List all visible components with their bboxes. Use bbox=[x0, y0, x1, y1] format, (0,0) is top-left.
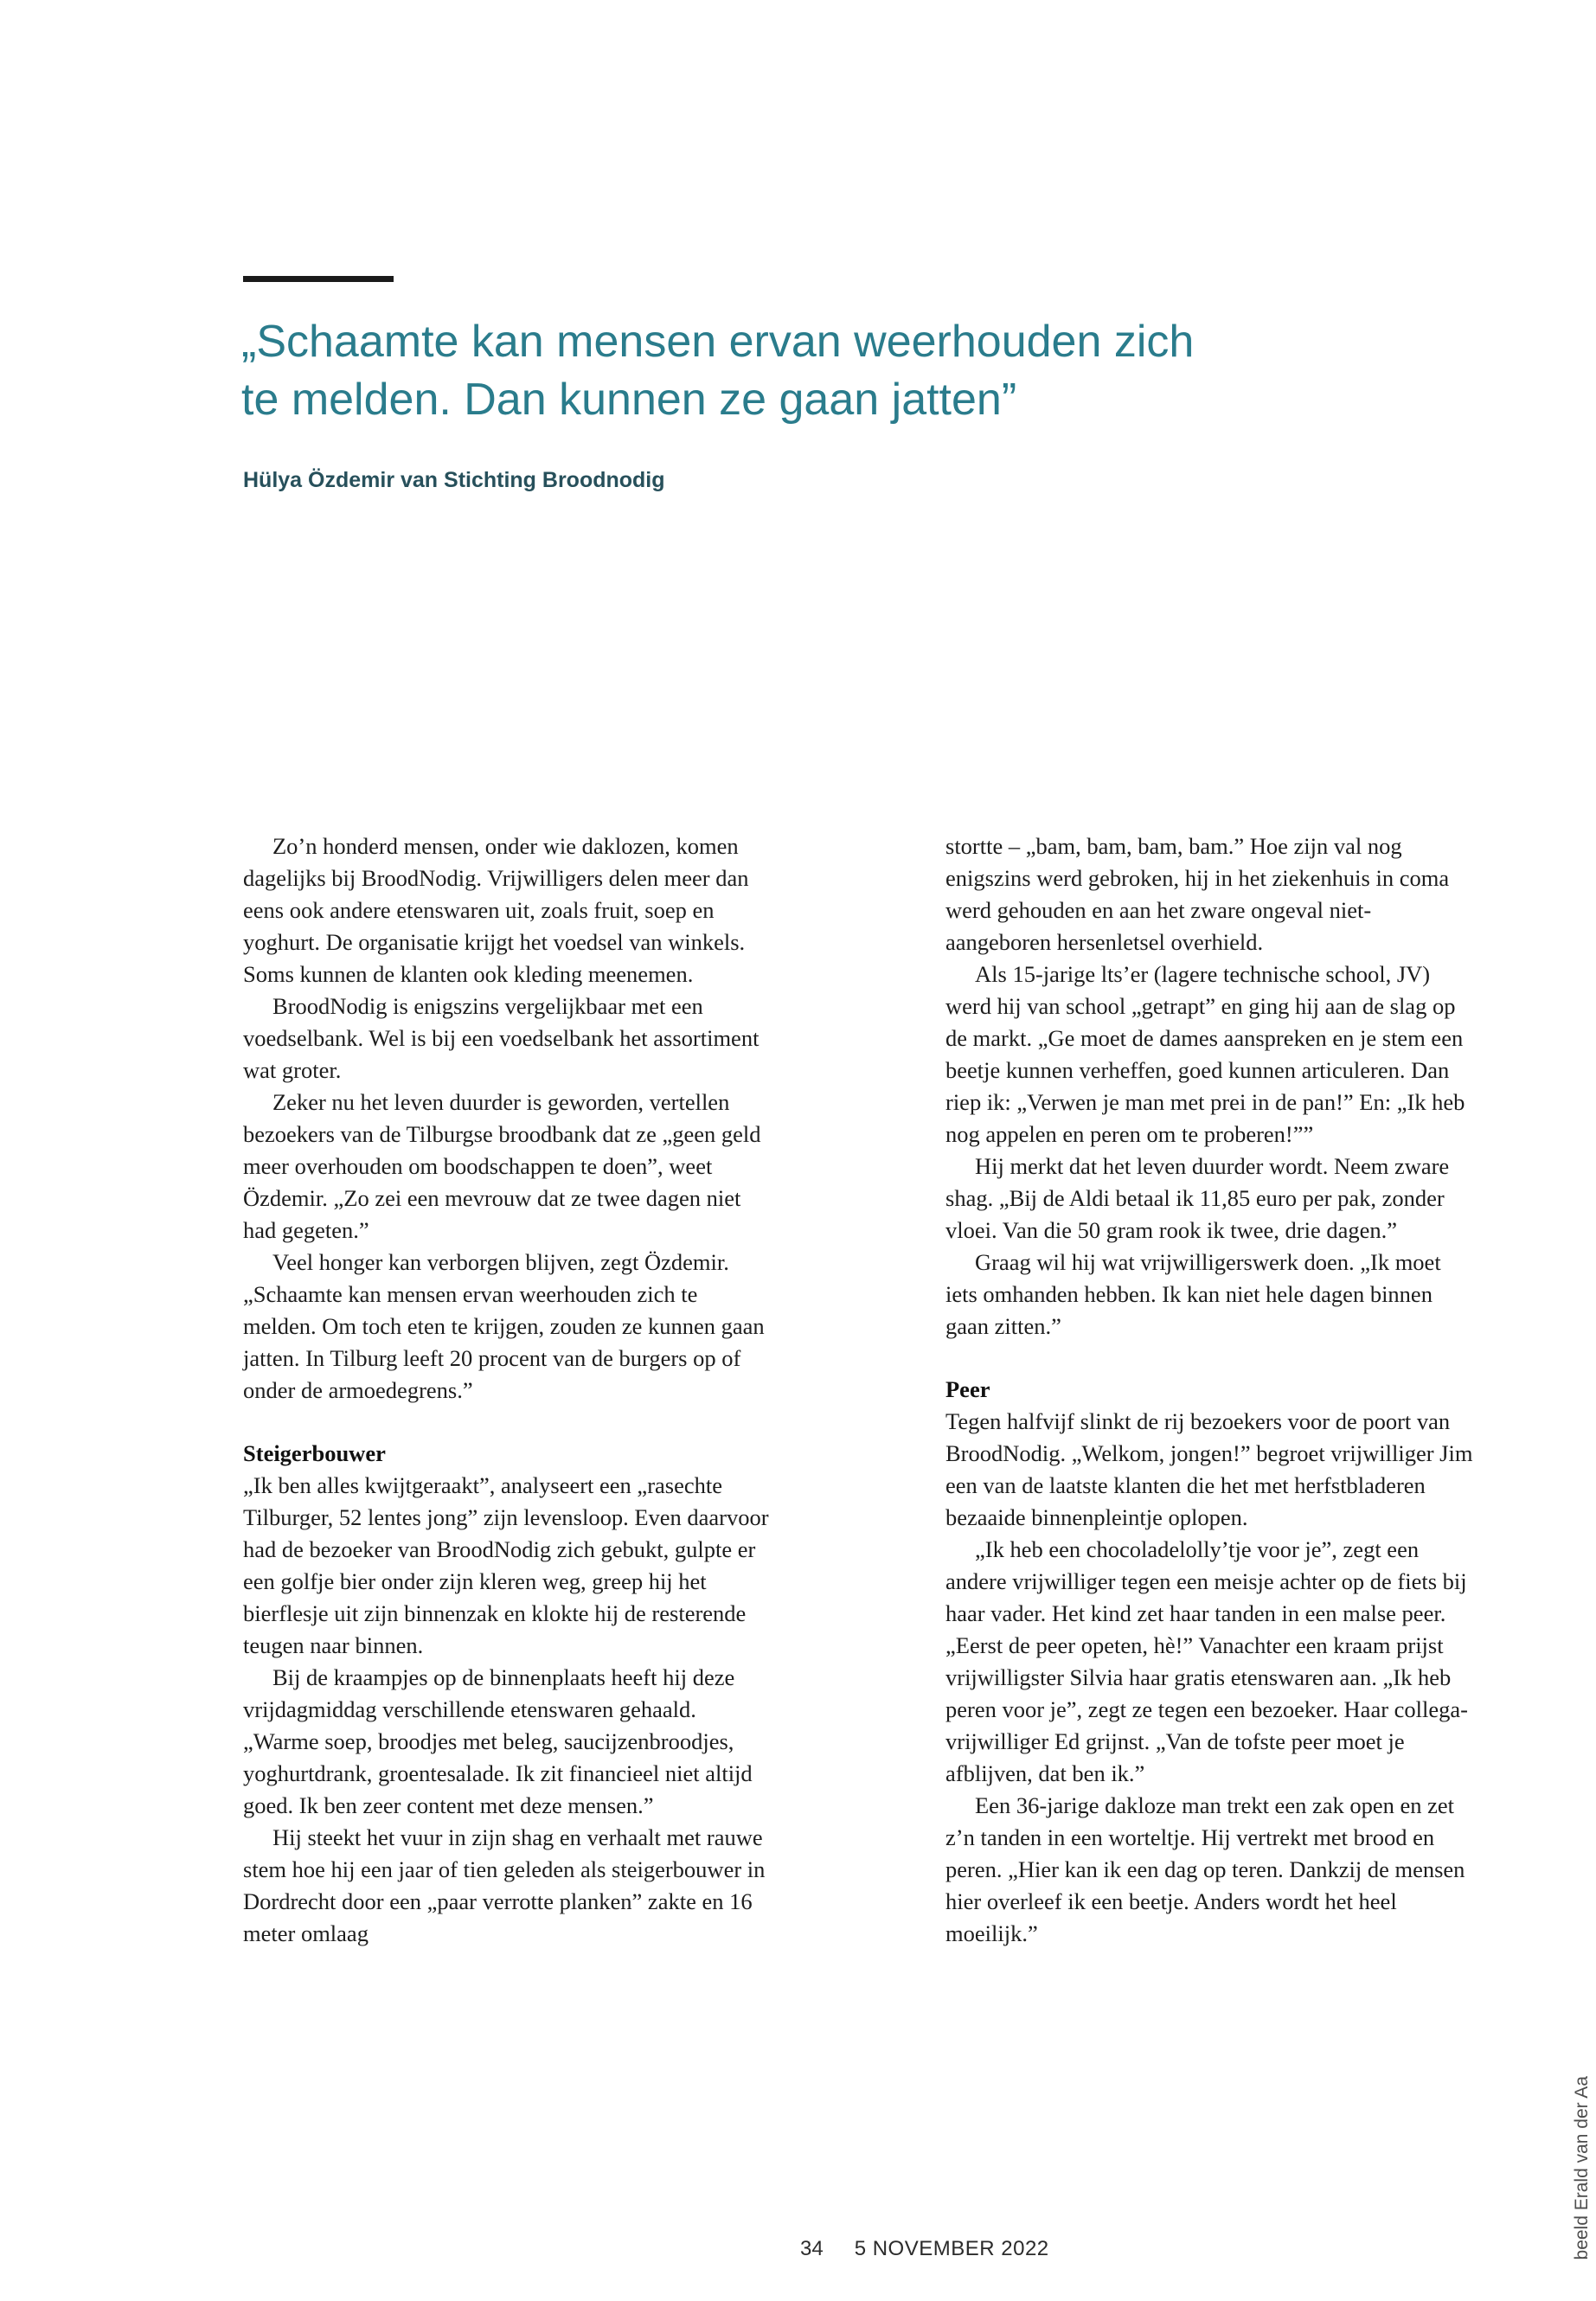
paragraph: Bij de kraampjes op de binnenplaats heeft hij deze vrijdagmiddag verschillende etenswaren gehaald. „Warme soep, broodjes met beleg, saucijzenbroodjes, yoghurtdrank, groentesalade. Ik zit financieel niet altijd goed. Ik ben zeer content met deze mensen.” bbox=[243, 1664, 753, 1818]
paragraph: Hij steekt het vuur in zijn shag en verhaalt met rauwe stem hoe hij een jaar of tien geleden als steigerbouwer in Dordrecht door een „paar verrotte planken” zakte en 16 meter omlaag bbox=[243, 1824, 766, 1946]
headline-line-1: „Schaamte kan mensen ervan weerhouden zich bbox=[241, 317, 1195, 367]
article-body bbox=[243, 830, 1477, 1950]
page-footer bbox=[800, 2237, 1049, 2261]
column-right bbox=[945, 830, 1477, 1950]
paragraph: Als 15-jarige lts’er (lagere technische school, JV) werd hij van school „getrapt” en ging hij aan de slag op de markt. „Ge moet de dames aanspreken en je stem een beetje kunnen verheffen, goed kunnen articuleren. Dan riep ik: „Verwen je man met prei in de pan!” En: „Ik heb nog appelen en peren om te proberen!”” bbox=[945, 961, 1465, 1147]
paragraph: Veel honger kan verborgen blijven, zegt Özdemir. „Schaamte kan mensen ervan weerhouden zich te melden. Om toch eten te krijgen, zouden ze kunnen gaan jatten. In Tilburg leeft 20 procent van de burgers op of onder de armoedegrens.” bbox=[243, 1249, 765, 1403]
paragraph: Zo’n honderd mensen, onder wie daklozen, komen dagelijks bij BroodNodig. Vrijwilligers delen meer dan eens ook andere etenswaren uit, zoals fruit, soep en yoghurt. De organisatie krijgt het voedsel van winkels. Soms kunnen de klanten ook kleding meenemen. bbox=[243, 833, 749, 987]
subheading-peer: Peer bbox=[945, 1376, 990, 1402]
headline-line-2: te melden. Dan kunnen ze gaan jatten” bbox=[241, 375, 1017, 425]
attribution-byline: Hülya Özdemir van Stichting Broodnodig bbox=[243, 468, 665, 492]
photo-credit: beeld Erald van der Aa bbox=[1572, 2075, 1592, 2259]
section-rule bbox=[243, 276, 394, 282]
paragraph: „Ik ben alles kwijtgeraakt”, analyseert een „rasechte Tilburger, 52 lentes jong” zijn levensloop. Even daarvoor had de bezoeker van BroodNodig zich gebukt, gulpte er een golfje bier onder zijn kleren weg, greep hij het bierflesje uit zijn binnenzak en klokte hij de resterende teugen naar binnen. bbox=[243, 1472, 769, 1658]
paragraph: Tegen halfvijf slinkt de rij bezoekers voor de poort van BroodNodig. „Welkom, jongen!” begroet vrijwilliger Jim een van de laatste klanten die het met herfstbladeren bezaaide binnenpleintje oplopen. bbox=[945, 1408, 1473, 1530]
subheading-steigerbouwer: Steigerbouwer bbox=[243, 1440, 386, 1466]
paragraph: Zeker nu het leven duurder is geworden, vertellen bezoekers van de Tilburgse broodbank dat ze „geen geld meer overhouden om boodschappen te doen”, weet Özdemir. „Zo zei een mevrouw dat ze twee dagen niet had gegeten.” bbox=[243, 1089, 761, 1243]
paragraph: BroodNodig is enigszins vergelijkbaar met een voedselbank. Wel is bij een voedselbank het assortiment wat groter. bbox=[243, 993, 760, 1083]
paragraph: stortte – „bam, bam, bam, bam.” Hoe zijn val nog enigszins werd gebroken, hij in het ziekenhuis in coma werd gehouden en aan het zware ongeval niet-aangeboren hersenletsel overhield. bbox=[945, 833, 1450, 955]
paragraph: Hij merkt dat het leven duurder wordt. Neem zware shag. „Bij de Aldi betaal ik 11,85 euro per pak, zonder vloei. Van die 50 gram rook ik twee, drie dagen.” bbox=[945, 1153, 1450, 1243]
paragraph: Graag wil hij wat vrijwilligerswerk doen. „Ik moet iets omhanden hebben. Ik kan niet hele dagen binnen gaan zitten.” bbox=[945, 1249, 1441, 1339]
issue-date: 5 NOVEMBER 2022 bbox=[854, 2237, 1049, 2260]
pull-quote-headline bbox=[241, 313, 1470, 429]
page-number: 34 bbox=[800, 2237, 824, 2260]
paragraph: „Ik heb een chocoladelolly’tje voor je”, zegt een andere vrijwilliger tegen een meisje achter op de fiets bij haar vader. Het kind zet haar tanden in een malse peer. „Eerst de peer opeten, hè!” Vanachter een kraam prijst vrijwilligster Silvia haar gratis etenswaren aan. „Ik heb peren voor je”, zegt ze tegen een bezoeker. Haar collega-vrijwilliger Ed grijnst. „Van de tofste peer moet je afblijven, dat ben ik.” bbox=[945, 1536, 1468, 1786]
paragraph: Een 36-jarige dakloze man trekt een zak open en zet z’n tanden in een worteltje. Hij vertrekt met brood en peren. „Hier kan ik een dag op teren. Dankzij de mensen hier overleef ik een beetje. Anders wordt het heel moeilijk.” bbox=[945, 1792, 1465, 1946]
column-left bbox=[243, 830, 774, 1950]
